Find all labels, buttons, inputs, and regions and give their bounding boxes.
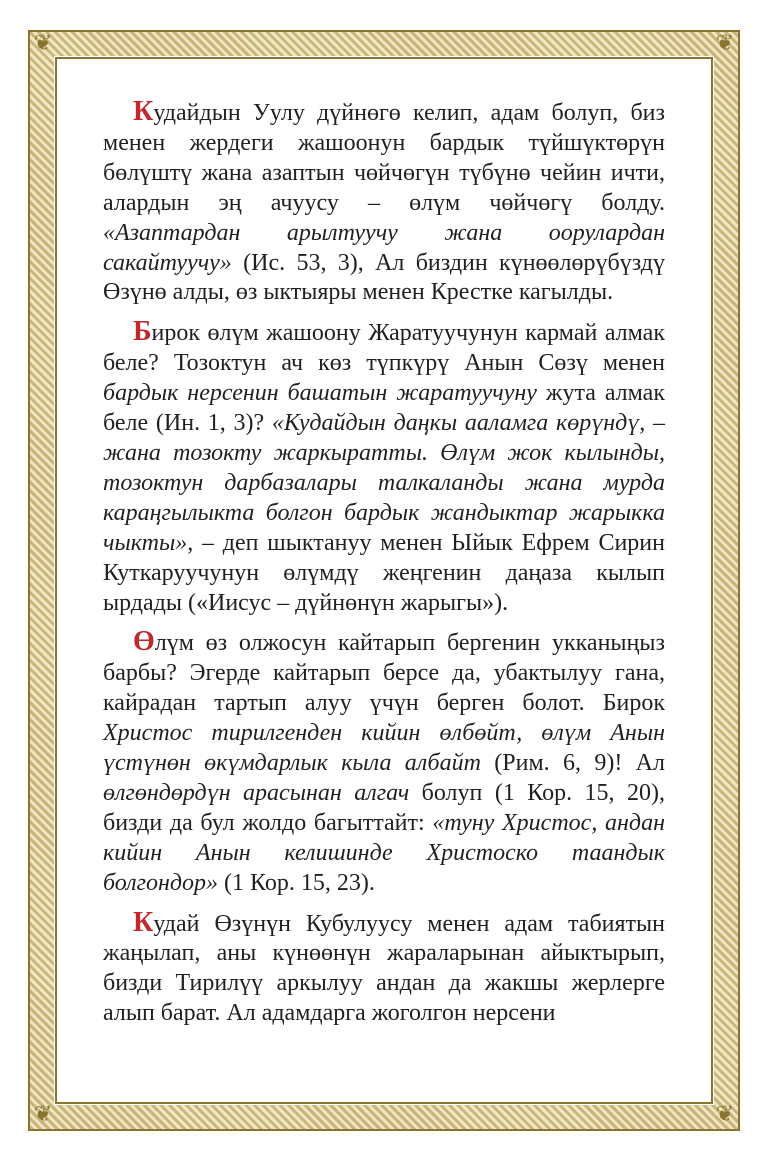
text-segment: (Ис. 53, 3), Ал биздин күнөөлөрүбүздү Өзүнө алды, өз ыктыяры менен Крестке кагылды. <box>103 249 665 306</box>
quote-segment: бардык нерсенин башатын жаратуучуну <box>103 380 537 407</box>
corner-ornament-icon: ❦ <box>33 30 53 55</box>
paragraph <box>103 317 665 618</box>
drop-cap: К <box>133 906 154 938</box>
text-segment: удай Өзүнүн Кубулуусу менен адам табиятын жаңылап, аны күнөөнүн жараларынан айыктырып, бизди Тирилүү аркылуу андан да жакшы жерлерге алып барат. Ал адамдарга жоголгон нерсени <box>103 910 665 1027</box>
corner-ornament-icon: ❦ <box>715 30 735 55</box>
text-segment: (1 Кор. 15, 23). <box>218 869 375 896</box>
text-segment: болуп (1 Кор. 15, 20), бизди да бул жолдо багыттайт: <box>103 779 665 836</box>
text-segment: ирок өлүм жашоону Жаратуучунун кармай алмак беле? Тозоктун ач көз түпкүрү Анын Сөзү менен <box>103 320 665 377</box>
quote-segment: «Кудайдын даңкы ааламга көрүндү, – жана тозокту жаркыратты. Өлүм жок кылынды, тозоктун дарбазалары талкаланды жана мурда караңгылыкта болгон бардык жандыктар жарыкка чыкты», <box>103 410 665 556</box>
quote-segment: Христос тирилгенден кийин өлбөйт, өлүм Анын үстүнөн өкүмдарлык кыла албайт <box>103 720 665 777</box>
quote-segment: өлгөндөрдүн арасынан алгач <box>103 779 410 806</box>
text-segment: лүм өз олжосун кайтарып бергенин укканыңыз барбы? Эгерде кайтарып берсе да, убактылуу гана, кайрадан тартып алуу үчүн берген болот. Бирок <box>103 630 665 717</box>
page-text <box>103 97 665 1029</box>
paragraph <box>103 97 665 308</box>
text-segment: жута алмак беле (Ин. 1, 3)? <box>103 380 665 437</box>
corner-ornament-icon: ❦ <box>715 1101 735 1126</box>
text-segment: – деп шыктануу менен Ыйык Ефрем Сирин Куткаруучунун өлүмдү жеңгенин даңаза кылып ырдады («Иисус – дүйнөнүн жарыгы»). <box>103 529 665 616</box>
paragraph <box>103 627 665 898</box>
drop-cap: Б <box>133 316 152 348</box>
drop-cap: Ө <box>133 626 155 658</box>
quote-segment: «Азаптардан арылтуучу жана оорулардан сакайтуучу» <box>103 219 665 276</box>
corner-ornament-icon: ❦ <box>33 1101 53 1126</box>
quote-segment: «туну Христос, андан кийин Анын келишинде Христоско таандык болгондор» <box>103 809 665 896</box>
text-segment: (Рим. 6, 9)! Ал <box>480 750 665 777</box>
text-segment: удайдын Уулу дүйнөгө келип, адам болуп, биз менен жердеги жашоонун бардык түйшүктөрүн бөлүштү жана азаптын чөйчөгүн түбүнө чейин ичти, алардын эң ачуусу – өлүм чөйчөгү болду. <box>103 100 665 216</box>
paragraph <box>103 908 665 1030</box>
drop-cap: К <box>133 96 154 127</box>
